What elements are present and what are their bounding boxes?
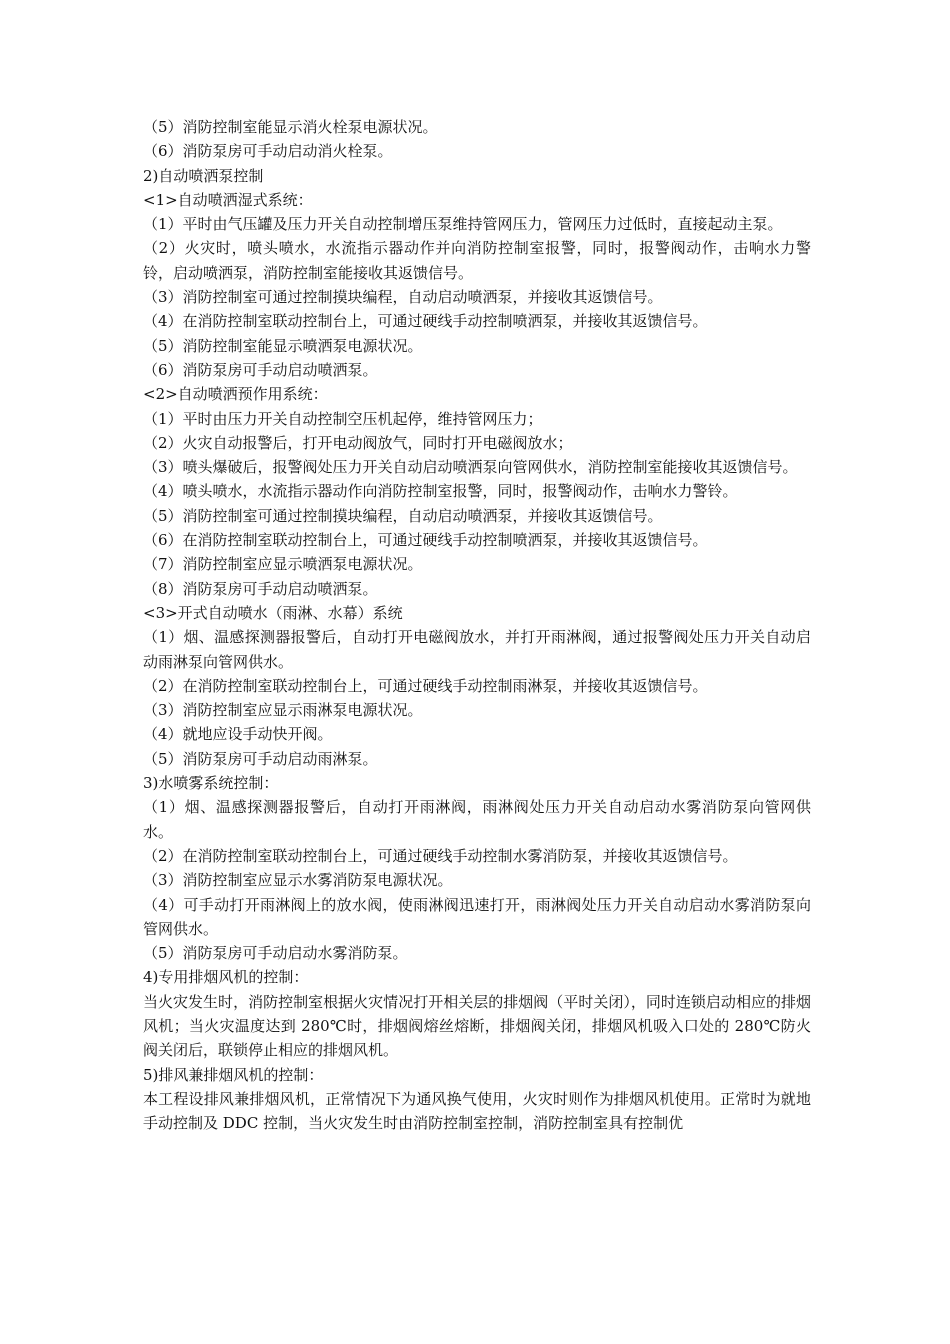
text-line: （2）在消防控制室联动控制台上，可通过硬线手动控制水雾消防泵，并接收其返馈信号。: [143, 846, 738, 865]
text-line: （3）喷头爆破后，报警阀处压力开关自动启动喷洒泵向管网供水，消防控制室能接收其返馈信号。: [143, 458, 798, 477]
text-line: （5）消防控制室可通过控制摸块编程，自动启动喷洒泵，并接收其返馈信号。: [143, 506, 663, 525]
text-line: （1）平时由压力开关自动控制空压机起停，维持管网压力；: [143, 409, 543, 428]
text-line: （4）在消防控制室联动控制台上，可通过硬线手动控制喷洒泵，并接收其返馈信号。: [143, 312, 708, 331]
text-line: （1）烟、温感探测器报警后，自动打开雨淋阀，雨淋阀处压力开关自动启动水雾消防泵向管网供水。: [143, 798, 811, 841]
subsection-heading: <1>自动喷洒湿式系统：: [143, 190, 313, 209]
section-heading: 4)专用排烟风机的控制：: [143, 968, 309, 987]
text-line: （5）消防泵房可手动启动雨淋泵。: [143, 749, 378, 768]
text-line: （5）消防控制室能显示消火栓泵电源状况。: [143, 118, 438, 136]
paragraph: 本工程设排风兼排烟风机，正常情况下为通风换气使用，火灾时则作为排烟风机使用。正常时为就地手动控制及 DDC 控制，当火灾发生时由消防控制室控制，消防控制室具有控制优: [143, 1089, 811, 1133]
text-line: （8）消防泵房可手动启动喷洒泵。: [143, 579, 378, 598]
text-line: （4）喷头喷水，水流指示器动作向消防控制室报警，同时，报警阀动作，击响水力警铃。: [143, 482, 738, 501]
document-body: [143, 115, 811, 1135]
subsection-heading: <3>开式自动喷水（雨淋、水幕）系统: [143, 603, 403, 622]
text-line: （6）消防泵房可手动启动消火栓泵。: [143, 142, 393, 161]
text-line: （2）火灾时，喷头喷水，水流指示器动作并向消防控制室报警，同时，报警阀动作，击响水力警铃，启动喷洒泵，消防控制室能接收其返馈信号。: [143, 239, 811, 282]
section-heading: 2)自动喷洒泵控制: [143, 166, 264, 185]
text-line: （3）消防控制室应显示雨淋泵电源状况。: [143, 701, 423, 720]
text-line: （2）火灾自动报警后，打开电动阀放气，同时打开电磁阀放水；: [143, 433, 573, 452]
text-line: （6）消防泵房可手动启动喷洒泵。: [143, 360, 378, 379]
text-line: （5）消防控制室能显示喷洒泵电源状况。: [143, 336, 423, 355]
section-heading: 3)水喷雾系统控制：: [143, 774, 279, 793]
text-line: （3）消防控制室应显示水雾消防泵电源状况。: [143, 871, 453, 890]
text-line: （4）可手动打开雨淋阀上的放水阀，使雨淋阀迅速打开，雨淋阀处压力开关自动启动水雾消防泵向管网供水。: [143, 895, 811, 938]
text-line: （5）消防泵房可手动启动水雾消防泵。: [143, 944, 408, 963]
text-line: （6）在消防控制室联动控制台上，可通过硬线手动控制喷洒泵，并接收其返馈信号。: [143, 531, 708, 550]
paragraph: 当火灾发生时，消防控制室根据火灾情况打开相关层的排烟阀（平时关闭），同时连锁启动相应的排烟风机；当火灾温度达到 280℃时，排烟阀熔丝熔断，排烟阀关闭，排烟风机吸入口处的 280℃防火阀关闭后，联锁停止相应的排烟风机。: [143, 992, 811, 1060]
section-heading: 5)排风兼排烟风机的控制：: [143, 1065, 324, 1084]
text-line: （3）消防控制室可通过控制摸块编程，自动启动喷洒泵，并接收其返馈信号。: [143, 288, 663, 307]
text-line: （4）就地应设手动快开阀。: [143, 725, 333, 744]
subsection-heading: <2>自动喷洒预作用系统：: [143, 385, 328, 404]
text-line: （7）消防控制室应显示喷洒泵电源状况。: [143, 555, 423, 574]
text-line: （2）在消防控制室联动控制台上，可通过硬线手动控制雨淋泵，并接收其返馈信号。: [143, 676, 708, 695]
text-line: （1）烟、温感探测器报警后，自动打开电磁阀放水，并打开雨淋阀，通过报警阀处压力开关自动启动雨淋泵向管网供水。: [143, 628, 811, 671]
text-line: （1）平时由气压罐及压力开关自动控制增压泵维持管网压力，管网压力过低时，直接起动主泵。: [143, 215, 783, 234]
